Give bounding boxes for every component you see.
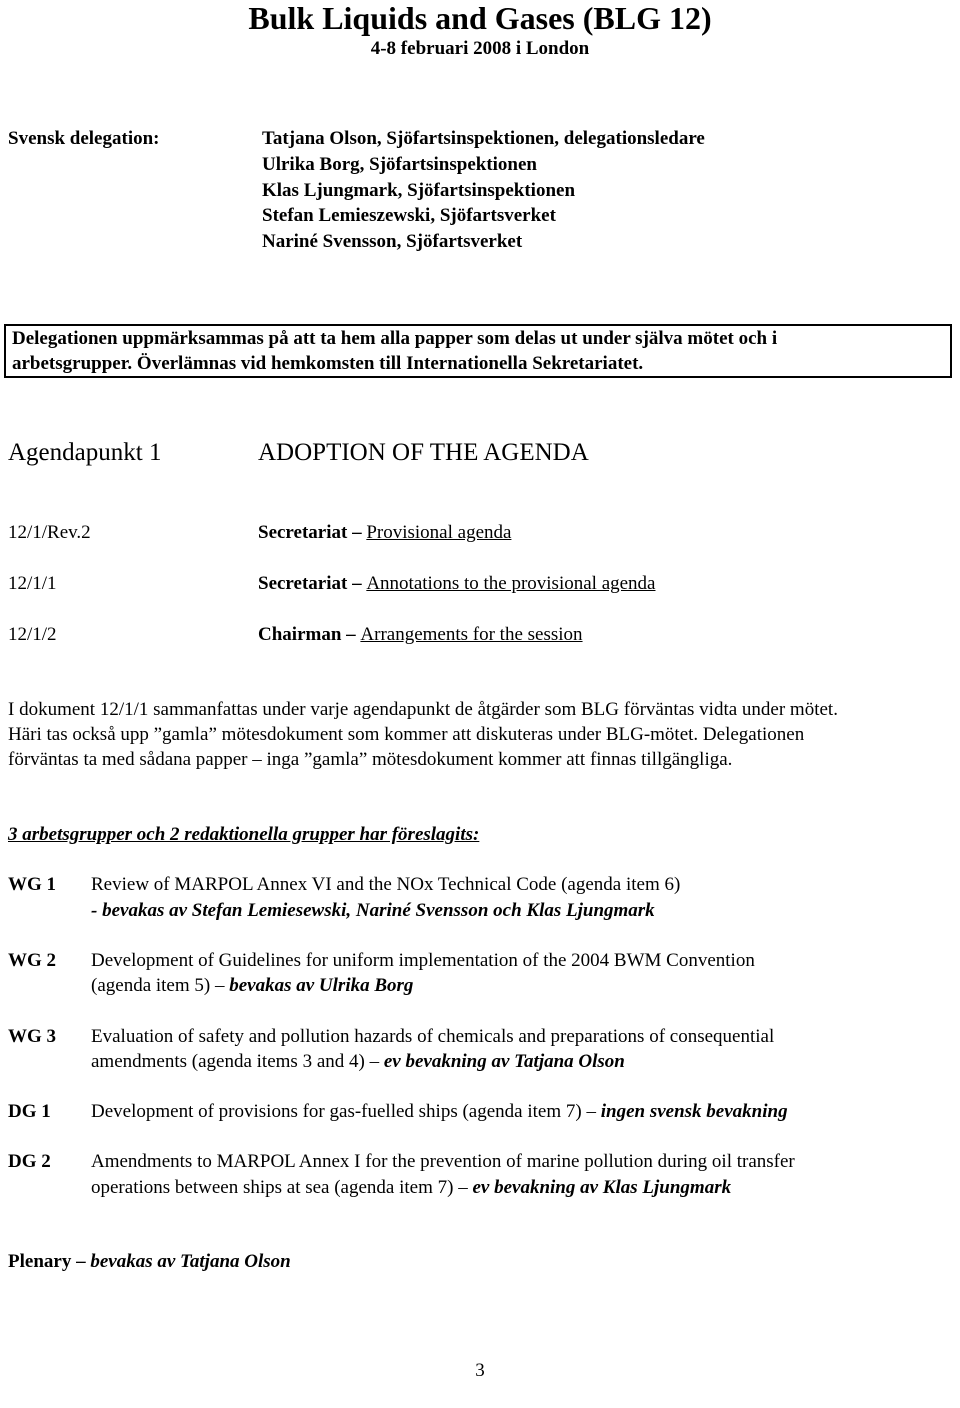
body-paragraph-line: Häri tas också upp ”gamla” mötesdokument som kommer att diskuteras under BLG-mötet. Delegationen	[8, 724, 805, 745]
group-line	[91, 872, 680, 898]
group-text: Review of MARPOL Annex VI and the NOx Technical Code (agenda item 6)	[91, 874, 681, 895]
delegation-member: Tatjana Olson, Sjöfartsinspektionen, delegationsledare	[262, 128, 705, 149]
document-entry	[258, 622, 583, 648]
delegation-member: Nariné Svensson, Sjöfartsverket	[262, 231, 523, 252]
page-subtitle: 4-8 februari 2008 i London	[370, 38, 590, 59]
group-monitor: - bevakas av Stefan Lemiesewski, Nariné Svensson och Klas Ljungmark	[91, 900, 655, 921]
group-code: WG 3	[8, 1026, 57, 1047]
plenary-dash: –	[71, 1251, 91, 1272]
group-line	[91, 898, 655, 924]
agenda-title: ADOPTION OF THE AGENDA	[258, 439, 589, 466]
group-line	[91, 1149, 795, 1175]
document-entry	[258, 571, 656, 597]
document-author: Secretariat	[258, 573, 348, 594]
group-text: amendments (agenda items 3 and 4) –	[91, 1051, 384, 1072]
document-entry	[258, 520, 511, 546]
group-line	[91, 1175, 731, 1201]
document-dash: –	[341, 624, 361, 645]
group-code: WG 2	[8, 950, 57, 971]
delegation-member: Stefan Lemieszewski, Sjöfartsverket	[262, 205, 556, 226]
body-paragraph-line: förväntas ta med sådana papper – inga ”gamla” mötesdokument kommer att finnas tillgängliga.	[8, 749, 733, 770]
document-title: Annotations to the provisional agenda	[366, 573, 656, 594]
agenda-label: Agendapunkt 1	[8, 439, 162, 466]
group-monitor: bevakas av Ulrika Borg	[229, 975, 414, 996]
document-code: 12/1/1	[8, 573, 57, 594]
group-text: Development of provisions for gas-fuelled ships (agenda item 7) –	[91, 1101, 601, 1122]
group-text: Development of Guidelines for uniform implementation of the 2004 BWM Convention	[91, 950, 755, 971]
group-line	[91, 1049, 625, 1075]
delegation-member: Klas Ljungmark, Sjöfartsinspektionen	[262, 180, 576, 201]
document-dash: –	[347, 573, 367, 594]
group-code: DG 2	[8, 1151, 51, 1172]
notice-line: arbetsgrupper. Överlämnas vid hemkomsten till Internationella Sekretariatet.	[12, 353, 644, 374]
document-author: Secretariat	[258, 522, 348, 543]
group-line	[91, 948, 755, 974]
notice-line: Delegationen uppmärksammas på att ta hem alla papper som delas ut under själva mötet och i	[12, 328, 778, 349]
document-title: Arrangements for the session	[360, 624, 583, 645]
group-monitor: ev bevakning av Klas Ljungmark	[472, 1177, 732, 1198]
document-title: Provisional agenda	[366, 522, 512, 543]
plenary-text: bevakas av Tatjana Olson	[90, 1251, 291, 1272]
group-code: WG 1	[8, 874, 57, 895]
group-line	[91, 1099, 788, 1125]
page-number: 3	[475, 1360, 485, 1381]
delegation-member: Ulrika Borg, Sjöfartsinspektionen	[262, 154, 537, 175]
plenary-line	[8, 1249, 291, 1275]
group-line	[91, 973, 413, 999]
page-title: Bulk Liquids and Gases (BLG 12)	[248, 0, 712, 36]
delegation-label: Svensk delegation:	[8, 128, 160, 149]
group-monitor: ev bevakning av Tatjana Olson	[383, 1051, 625, 1072]
notice-box	[4, 324, 952, 378]
document-code: 12/1/Rev.2	[8, 522, 91, 543]
group-text: (agenda item 5) –	[91, 975, 230, 996]
group-monitor: ingen svensk bevakning	[600, 1101, 788, 1122]
group-text: Amendments to MARPOL Annex I for the prevention of marine pollution during oil transfer	[91, 1151, 795, 1172]
document-author: Chairman	[258, 624, 342, 645]
document-dash: –	[347, 522, 367, 543]
body-paragraph-line: I dokument 12/1/1 sammanfattas under varje agendapunkt de åtgärder som BLG förväntas vidta under mötet.	[8, 699, 838, 720]
document-code: 12/1/2	[8, 624, 57, 645]
group-text: operations between ships at sea (agenda item 7) –	[91, 1177, 473, 1198]
group-text: Evaluation of safety and pollution hazards of chemicals and preparations of consequential	[91, 1026, 775, 1047]
group-code: DG 1	[8, 1101, 51, 1122]
groups-heading: 3 arbetsgrupper och 2 redaktionella grupper har föreslagits:	[8, 824, 480, 845]
group-line	[91, 1024, 774, 1050]
plenary-label: Plenary	[8, 1251, 72, 1272]
